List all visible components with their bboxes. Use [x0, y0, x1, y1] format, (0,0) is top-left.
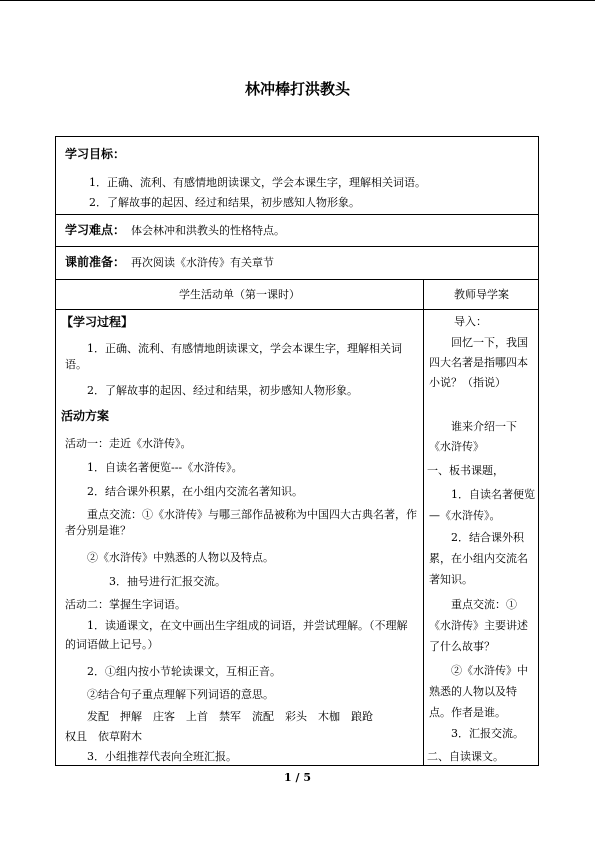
teacher-step-2: 二、自读课文。 [427, 750, 504, 763]
row-divider [56, 246, 538, 247]
prep-label: 课前准备： [65, 255, 126, 269]
activity-2-step-2b: ②结合句子重点理解下列词语的意思。 [87, 688, 274, 701]
row-divider [56, 309, 538, 310]
vocabulary-line-1: 发配 押解 庄客 上首 禁军 流配 彩头 木枷 踉跄 [87, 710, 373, 723]
activity-1-title: 活动一：走近《水浒传》。 [65, 437, 192, 450]
teacher-intro: 导入： [454, 315, 487, 328]
goal-1: 1．正确、流利、有感情地朗读课文，学会本课生字，理解相关词语。 [89, 176, 426, 189]
vocabulary-line-2: 权且 依草附木 [65, 730, 142, 743]
activity-plan-heading: 活动方案 [61, 409, 110, 423]
teacher-focus-1: 重点交流：①《水浒传》主要讲述了什么故事？ [429, 598, 528, 653]
goal-2: 2．了解故事的起因、经过和结果，初步感知人物形象。 [89, 196, 360, 209]
difficulty-text: 体会林冲和洪教头的性格特点。 [131, 224, 285, 237]
column-divider [423, 279, 424, 765]
row-divider [56, 279, 538, 280]
activity-1-focus: 重点交流：①《水浒传》与哪三部作品被称为中国四大古典名著，作者分别是谁？ [65, 508, 417, 537]
activity-2-step-1: 1．读通课文，在文中画出生字组成的词语，并尝试理解。（不理解的词语做上记号。） [65, 619, 408, 651]
prep-text: 再次阅读《水浒传》有关章节 [131, 256, 274, 269]
page-number: 1 / 5 [284, 771, 311, 784]
teacher-step-1b: 2．结合课外积累，在小组内交流名著知识。 [429, 531, 528, 586]
difficulty-label: 学习难点： [65, 223, 126, 237]
teacher-report: 3．汇报交流。 [451, 727, 524, 740]
process-item-2: 2．了解故事的起因、经过和结果，初步感知人物形象。 [87, 384, 358, 397]
activity-1-step-3: 3．抽号进行汇报交流。 [109, 575, 226, 588]
activity-1-focus-2: ②《水浒传》中熟悉的人物以及特点。 [87, 551, 274, 564]
page-top-rule [0, 0, 595, 1]
activity-2-step-2: 2．①组内按小节轮读课文，互相正音。 [87, 665, 281, 678]
document-title: 林冲棒打洪教头 [244, 80, 350, 98]
teacher-question-2: 谁来介绍一下《水浒传》 [429, 420, 517, 453]
student-activity-header: 学生活动单（第一课时） [179, 288, 300, 301]
activity-2-step-3: 3．小组推荐代表向全班汇报。 [87, 750, 237, 763]
teacher-question-1: 回忆一下，我国四大名著是指哪四本小说？（指说） [429, 336, 528, 389]
activity-1-step-2: 2．结合课外积累，在小组内交流名著知识。 [87, 485, 303, 498]
goals-label: 学习目标： [65, 147, 126, 161]
lesson-plan-table [55, 136, 539, 766]
activity-2-title: 活动二：掌握生字词语。 [65, 598, 186, 611]
process-heading: 【学习过程】 [61, 315, 134, 329]
teacher-guide-header: 教师导学案 [454, 288, 509, 301]
activity-1-step-1: 1．自读名著便览---《水浒传》。 [87, 461, 243, 474]
process-item-1: 1．正确、流利、有感情地朗读课文，学会本课生字，理解相关词语。 [65, 342, 402, 371]
teacher-focus-2: ②《水浒传》中熟悉的人物以及特点。作者是谁。 [429, 664, 528, 719]
row-divider [56, 214, 538, 215]
teacher-step-1a: 1．自读名著便览—《水浒传》。 [429, 488, 535, 522]
teacher-step-1: 一、板书课题， [427, 464, 504, 477]
